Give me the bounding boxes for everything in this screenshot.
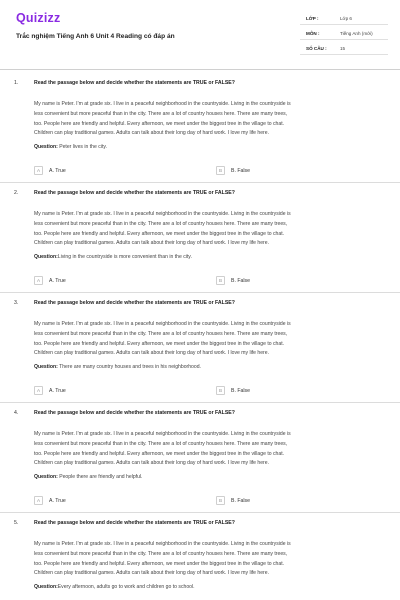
question-text: Living in the countryside is more convenient than in the city. bbox=[57, 254, 192, 260]
question-text: There are many country houses and trees in his neighborhood. bbox=[57, 364, 201, 370]
passage-line: Children can play traditional games. Adults can talk about their long day of hard work. I love my life here. bbox=[34, 460, 270, 467]
meta-row-subject bbox=[300, 25, 388, 40]
quizizz-logo: Quizizz bbox=[16, 11, 61, 25]
passage-line: Children can play traditional games. Adults can talk about their long day of hard work. I love my life here. bbox=[34, 570, 270, 577]
meta-value: Lớp 6 bbox=[340, 16, 352, 21]
passage-line: My name is Peter. I'm at grade six. I live in a peaceful neighborhood in the countryside. Living in the countryside is bbox=[34, 431, 291, 437]
header-divider bbox=[0, 69, 400, 70]
meta-key: LỚP : bbox=[306, 16, 319, 21]
question-number: 1. bbox=[14, 80, 19, 86]
passage-line: Children can play traditional games. Adults can talk about their long day of hard work. I love my life here. bbox=[34, 130, 270, 137]
passage-line: Children can play traditional games. Adults can talk about their long day of hard work. I love my life here. bbox=[34, 350, 270, 357]
page-header bbox=[0, 0, 400, 63]
option-b[interactable] bbox=[216, 496, 250, 505]
option-label: B. False bbox=[231, 387, 251, 394]
question-label: Question: bbox=[34, 474, 58, 480]
meta-key: MÔN : bbox=[306, 31, 320, 36]
meta-key: SỐ CÂU : bbox=[306, 46, 327, 51]
passage-line: less convenient but more peaceful than in the city. There are a lot of country houses here. There are many trees, bbox=[34, 440, 288, 447]
option-label: A. True bbox=[49, 167, 66, 174]
question-label: Question: bbox=[34, 364, 58, 370]
question-label: Question: bbox=[34, 584, 58, 590]
option-letter-box: A bbox=[34, 166, 43, 175]
question-label: Question: bbox=[34, 144, 58, 150]
passage-line: My name is Peter. I'm at grade six. I live in a peaceful neighborhood in the countryside. Living in the countryside is bbox=[34, 101, 291, 107]
option-b[interactable] bbox=[216, 276, 250, 285]
question-number: 5. bbox=[14, 520, 19, 526]
option-label: B. False bbox=[231, 497, 251, 504]
option-b[interactable] bbox=[216, 386, 250, 395]
meta-table bbox=[300, 10, 388, 55]
option-letter-box: B bbox=[216, 496, 225, 505]
passage-line: less convenient but more peaceful than in the city. There are a lot of country houses here. There are many trees, bbox=[34, 330, 288, 337]
question-prompt: Read the passage below and decide whether the statements are TRUE or FALSE? bbox=[34, 410, 235, 416]
option-a[interactable] bbox=[34, 386, 66, 395]
question-statement bbox=[34, 364, 201, 370]
meta-value: 15 bbox=[340, 46, 346, 51]
page-title: Trắc nghiệm Tiếng Anh 6 Unit 4 Reading có đáp án bbox=[16, 33, 175, 40]
option-label: A. True bbox=[49, 497, 66, 504]
meta-value: Tiếng Anh (mới) bbox=[340, 31, 373, 36]
reading-passage bbox=[34, 320, 388, 359]
option-letter-box: A bbox=[34, 386, 43, 395]
passage-line: too. People here are friendly and helpful. Every afternoon, we meet under the biggest tree in the village to chat. bbox=[34, 560, 285, 567]
passage-line: too. People here are friendly and helpful. Every afternoon, we meet under the biggest tree in the village to chat. bbox=[34, 450, 285, 457]
question-text: People there are friendly and helpful. bbox=[57, 474, 143, 480]
question-prompt: Read the passage below and decide whether the statements are TRUE or FALSE? bbox=[34, 80, 235, 86]
question-statement bbox=[34, 144, 107, 150]
passage-line: less convenient but more peaceful than in the city. There are a lot of country houses here. There are many trees, bbox=[34, 550, 288, 557]
question-divider bbox=[0, 402, 400, 403]
question-number: 2. bbox=[14, 190, 19, 196]
passage-line: too. People here are friendly and helpful. Every afternoon, we meet under the biggest tree in the village to chat. bbox=[34, 230, 285, 237]
question-number: 3. bbox=[14, 300, 19, 306]
option-label: B. False bbox=[231, 277, 251, 284]
passage-line: Children can play traditional games. Adults can talk about their long day of hard work. I love my life here. bbox=[34, 240, 270, 247]
option-a[interactable] bbox=[34, 496, 66, 505]
meta-row-count bbox=[300, 40, 388, 55]
question-text: Every afternoon, adults go to work and children go to school. bbox=[57, 584, 195, 590]
option-letter-box: B bbox=[216, 386, 225, 395]
reading-passage bbox=[34, 210, 388, 249]
option-letter-box: A bbox=[34, 496, 43, 505]
passage-line: My name is Peter. I'm at grade six. I live in a peaceful neighborhood in the countryside. Living in the countryside is bbox=[34, 321, 291, 327]
passage-line: My name is Peter. I'm at grade six. I live in a peaceful neighborhood in the countryside. Living in the countryside is bbox=[34, 211, 291, 217]
option-a[interactable] bbox=[34, 166, 66, 175]
option-b[interactable] bbox=[216, 166, 250, 175]
option-label: B. False bbox=[231, 167, 251, 174]
meta-row-class bbox=[300, 10, 388, 25]
option-a[interactable] bbox=[34, 276, 66, 285]
reading-passage bbox=[34, 430, 388, 469]
question-divider bbox=[0, 292, 400, 293]
question-prompt: Read the passage below and decide whether the statements are TRUE or FALSE? bbox=[34, 300, 235, 306]
option-letter-box: A bbox=[34, 276, 43, 285]
passage-line: too. People here are friendly and helpful. Every afternoon, we meet under the biggest tree in the village to chat. bbox=[34, 120, 285, 127]
question-statement bbox=[34, 584, 195, 590]
passage-line: less convenient but more peaceful than in the city. There are a lot of country houses here. There are many trees, bbox=[34, 220, 288, 227]
passage-line: too. People here are friendly and helpful. Every afternoon, we meet under the biggest tree in the village to chat. bbox=[34, 340, 285, 347]
option-letter-box: B bbox=[216, 166, 225, 175]
question-prompt: Read the passage below and decide whether the statements are TRUE or FALSE? bbox=[34, 190, 235, 196]
question-statement bbox=[34, 254, 192, 260]
passage-line: My name is Peter. I'm at grade six. I live in a peaceful neighborhood in the countryside. Living in the countryside is bbox=[34, 541, 291, 547]
reading-passage bbox=[34, 540, 388, 579]
question-prompt: Read the passage below and decide whether the statements are TRUE or FALSE? bbox=[34, 520, 235, 526]
question-divider bbox=[0, 512, 400, 513]
passage-line: less convenient but more peaceful than in the city. There are a lot of country houses here. There are many trees, bbox=[34, 110, 288, 117]
question-text: Peter lives in the city. bbox=[57, 144, 107, 150]
question-number: 4. bbox=[14, 410, 19, 416]
question-divider bbox=[0, 182, 400, 183]
question-label: Question: bbox=[34, 254, 58, 260]
option-label: A. True bbox=[49, 277, 66, 284]
question-statement bbox=[34, 474, 142, 480]
option-letter-box: B bbox=[216, 276, 225, 285]
reading-passage bbox=[34, 100, 388, 139]
option-label: A. True bbox=[49, 387, 66, 394]
